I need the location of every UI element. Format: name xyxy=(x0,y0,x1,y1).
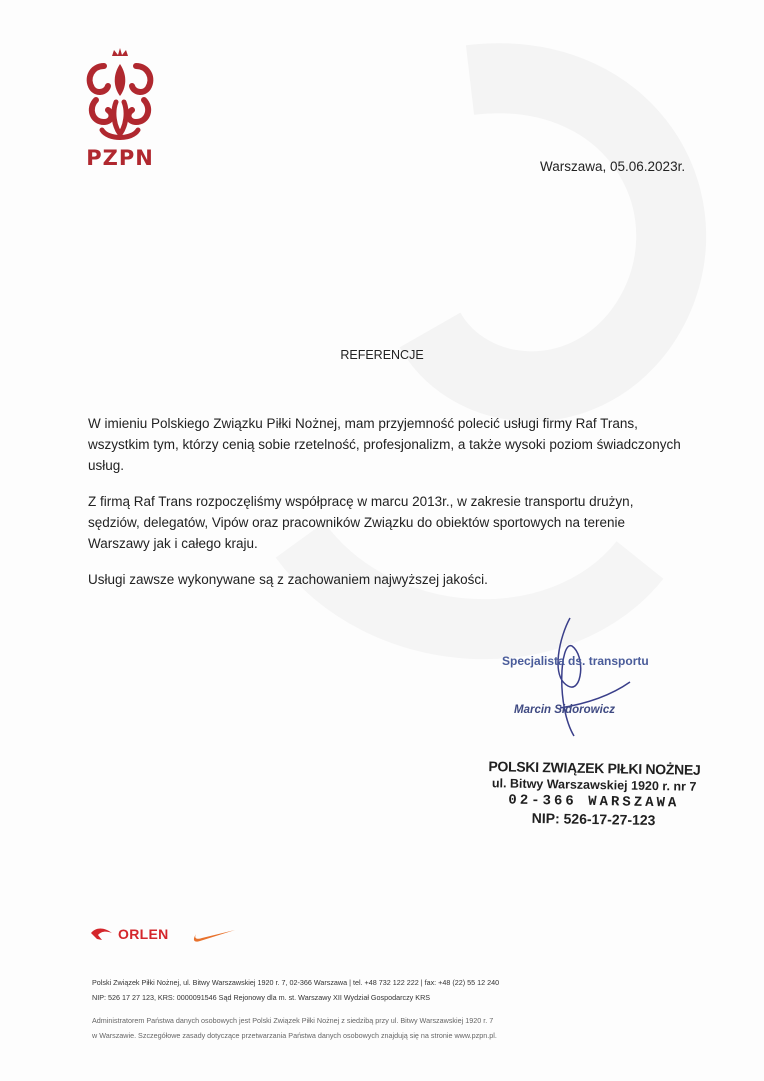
body-paragraph-3: Usługi zawsze wykonywane są z zachowaniem najwyższej jakości. xyxy=(88,572,488,587)
signature-name: Marcin Sidorowicz xyxy=(514,704,615,716)
orlen-wordmark: ORLEN xyxy=(118,926,169,942)
footer-address: Polski Związek Piłki Nożnej, ul. Bitwy Warszawskiej 1920 r. 7, 02-366 Warszawa | tel. +48 732 122 222 | fax: +48 (22) 55 12 240 xyxy=(92,978,500,987)
letter-date: Warszawa, 05.06.2023r. xyxy=(540,159,686,174)
handwritten-signature-icon xyxy=(490,616,660,746)
stamp-org-name: POLSKI ZWIĄZEK PIŁKI NOŻNEJ xyxy=(488,758,701,778)
company-stamp xyxy=(483,758,704,830)
signature-block xyxy=(490,616,660,746)
stamp-street: ul. Bitwy Warszawskiej 1920 r. nr 7 xyxy=(491,776,697,794)
footer-gdpr-2: w Warszawie. Szczegółowe zasady dotyczące przetwarzania Państwa danych osobowych znajdują się na stronie www.pzpn.pl. xyxy=(92,1031,497,1040)
orlen-eagle-icon xyxy=(90,927,114,941)
footer-gdpr-1: Administratorem Państwa danych osobowych jest Polski Związek Piłki Nożnej z siedzibą przy ul. Bitwy Warszawskiej 1920 r. 7 xyxy=(92,1016,494,1025)
body-paragraph-1: W imieniu Polskiego Związku Piłki Nożnej, mam przyjemność polecić usługi firmy Raf Trans, wszystkim tym, którzy cenią sobie rzetelność, profesjonalizm, a także wysoki poziom świadczonych usług. xyxy=(88,416,681,473)
nike-swoosh-icon xyxy=(190,928,236,944)
letter-footer xyxy=(92,975,692,1043)
logo-wordmark: PZPN xyxy=(86,146,154,170)
stamp-city: 02-366 WARSZAWA xyxy=(508,792,680,812)
signature-role: Specjalista ds. transportu xyxy=(502,654,649,668)
footer-registry: NIP: 526 17 27 123, KRS: 0000091546 Sąd Rejonowy dla m. st. Warszawy XII Wydział Gospodarczy KRS xyxy=(92,993,431,1002)
pzpn-eagle-emblem-icon xyxy=(78,46,162,146)
body-paragraph-2: Z firmą Raf Trans rozpoczęliśmy współpracę w marcu 2013r., w zakresie transportu drużyn, sędziów, delegatów, Vipów oraz pracowników Związku do obiektów sportowych na terenie Warszawy jak i całego kraju. xyxy=(88,494,634,551)
stamp-nip: NIP: 526-17-27-123 xyxy=(531,809,656,829)
document-title: REFERENCJE xyxy=(340,348,424,362)
pzpn-logo xyxy=(78,46,162,176)
orlen-logo xyxy=(90,926,169,942)
letter-body xyxy=(88,413,688,605)
